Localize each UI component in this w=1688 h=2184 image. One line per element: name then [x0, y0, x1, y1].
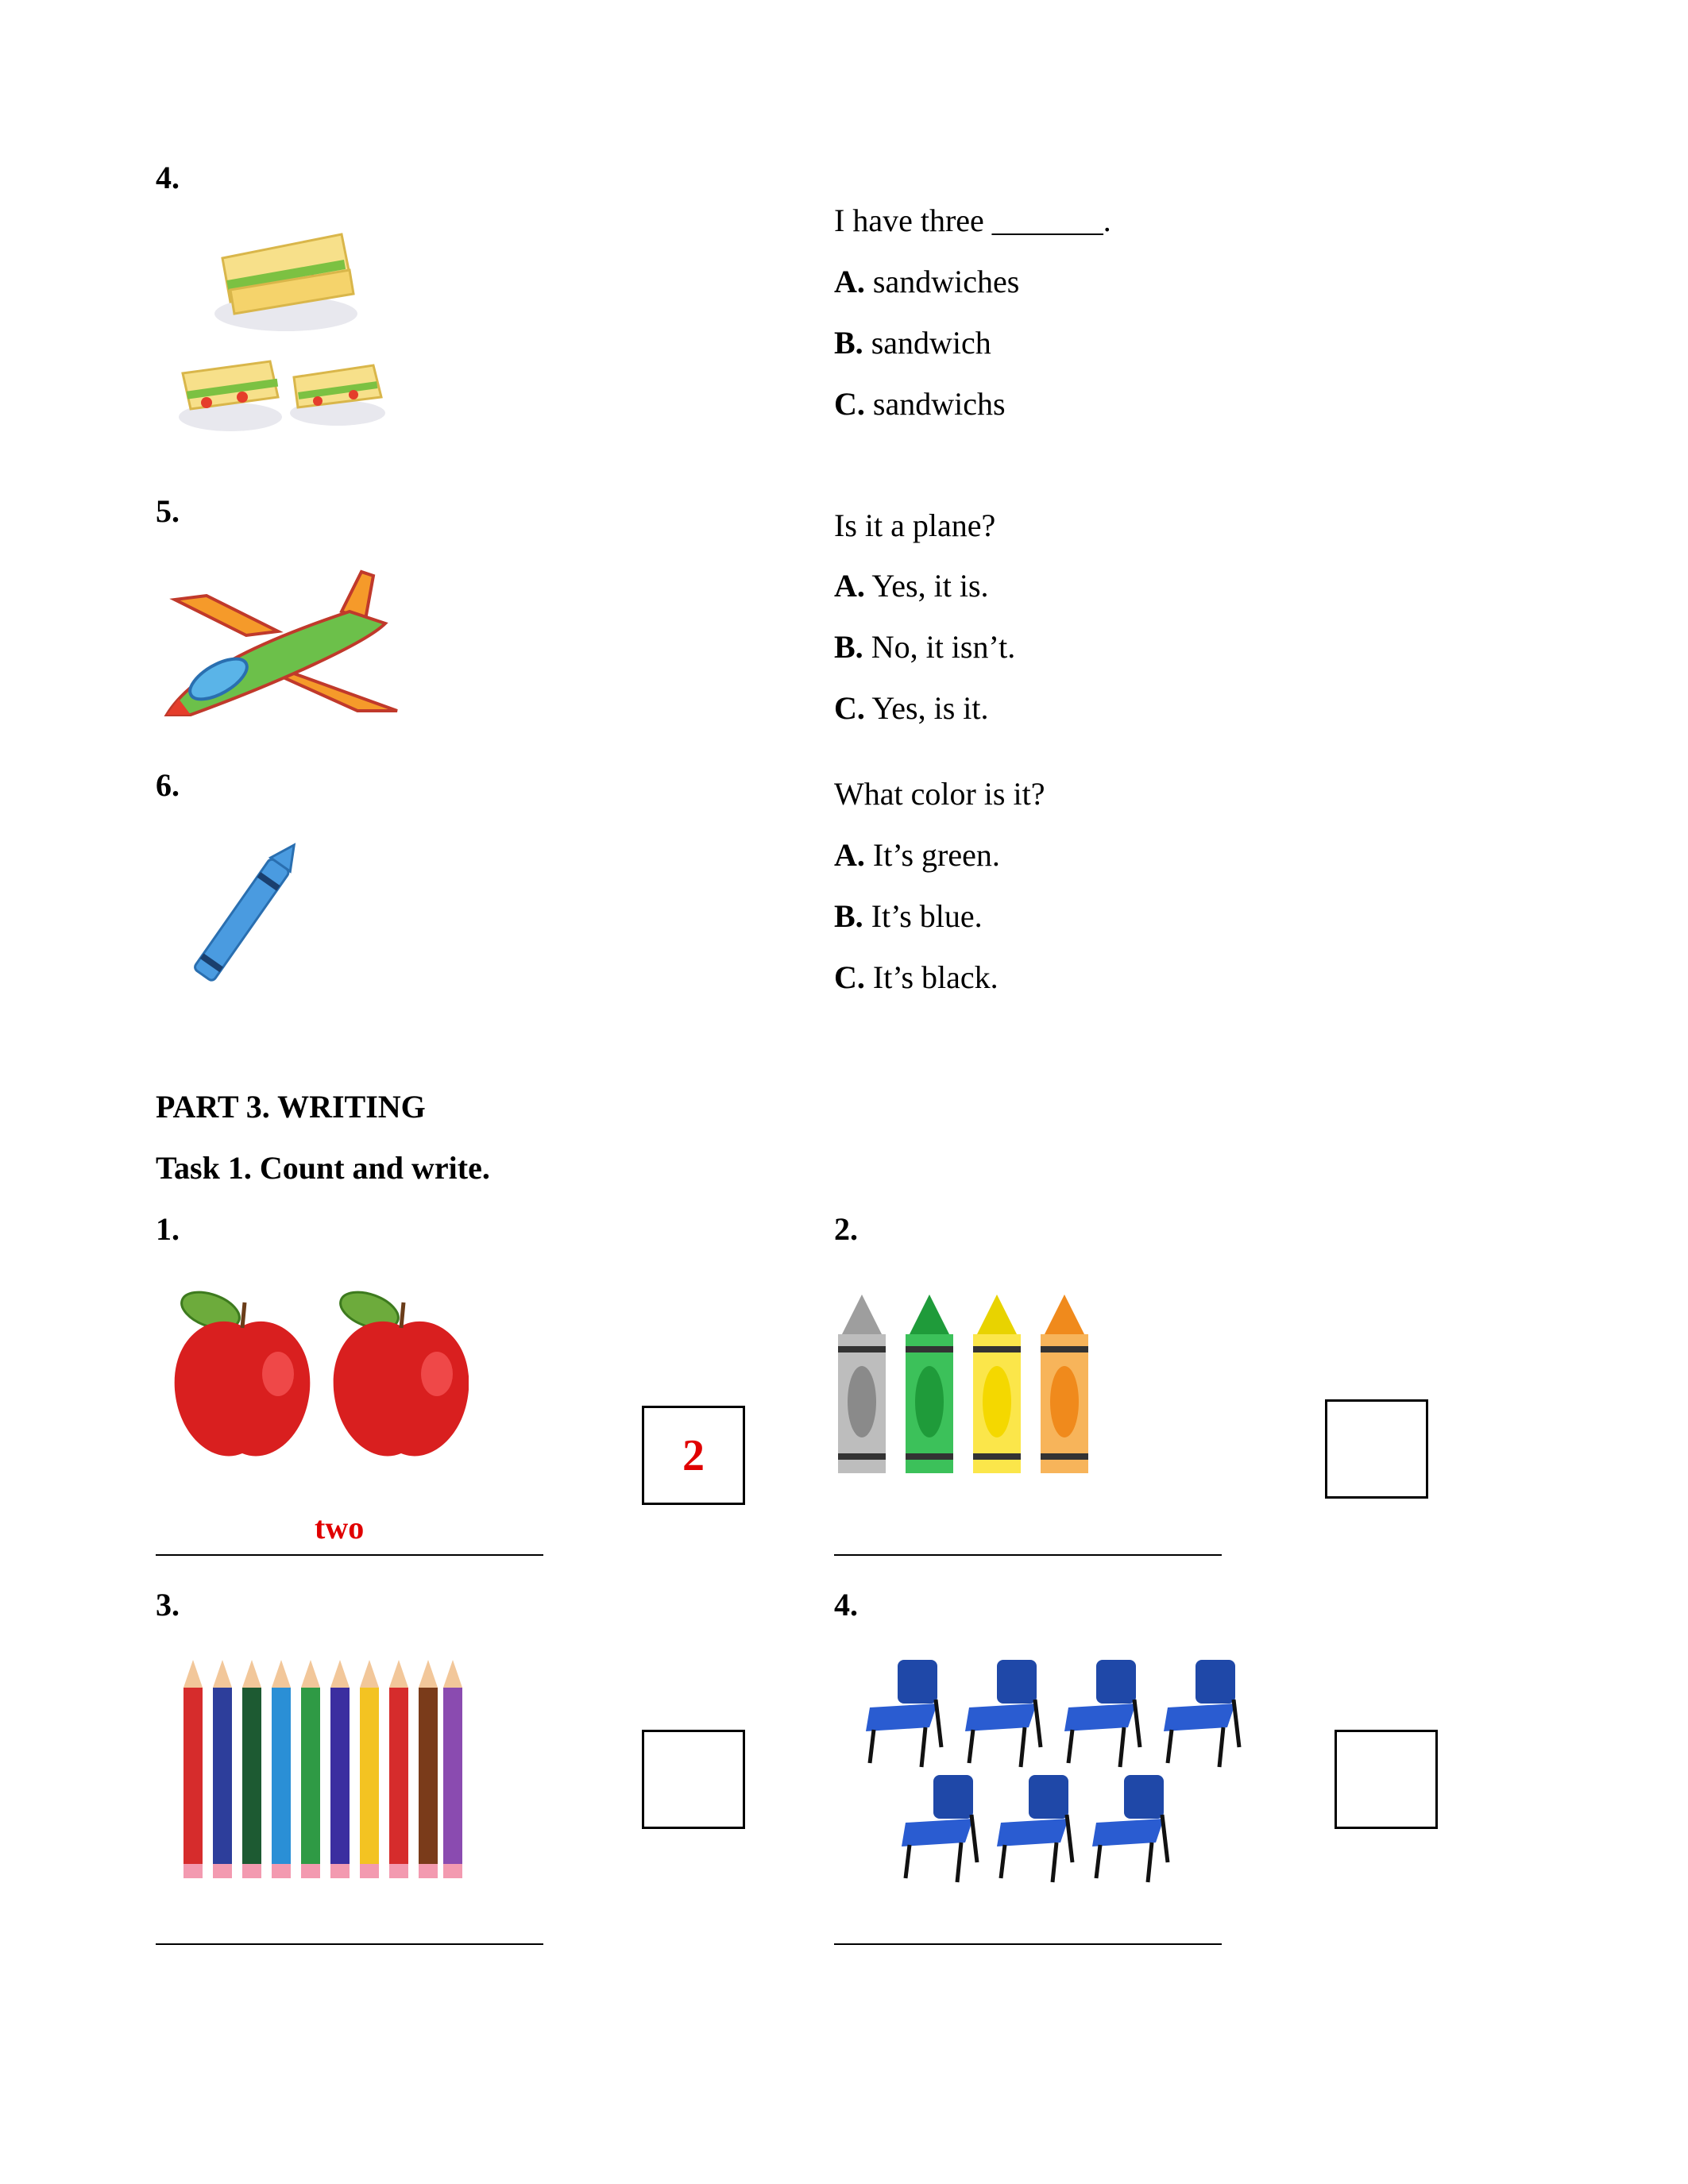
item-5-option-b: B. No, it isn’t. [834, 629, 1016, 665]
writing-item-1-number: 1. [156, 1211, 180, 1247]
item-6-option-a: A. It’s green. [834, 837, 1000, 873]
item-6-question: What color is it? [834, 776, 1045, 812]
writing-item-1-count-box[interactable]: 2 [642, 1406, 745, 1505]
task-title: Task 1. Count and write. [156, 1150, 490, 1186]
writing-item-1-answer-line[interactable] [156, 1554, 543, 1556]
writing-item-2-answer-line[interactable] [834, 1554, 1222, 1556]
item-5-number: 5. [156, 493, 180, 529]
item-4-number: 4. [156, 160, 180, 195]
item-5-question: Is it a plane? [834, 507, 996, 543]
item-4-option-a: A. sandwiches [834, 264, 1020, 299]
item-6-number: 6. [156, 767, 180, 803]
writing-item-2-number: 2. [834, 1211, 858, 1247]
airplane-icon [159, 564, 405, 727]
item-6-option-b: B. It’s blue. [834, 898, 983, 934]
item-4-question: I have three _______. [834, 203, 1111, 238]
writing-item-4-count-box[interactable] [1335, 1730, 1438, 1829]
writing-item-4-answer-line[interactable] [834, 1943, 1222, 1945]
part-title: PART 3. WRITING [156, 1089, 426, 1125]
item-5-option-c: C. Yes, is it. [834, 690, 989, 726]
pencils-icon [181, 1656, 467, 1882]
writing-item-1-word-answer: two [315, 1510, 365, 1545]
writing-item-3-answer-line[interactable] [156, 1943, 543, 1945]
crayons-icon [834, 1287, 1096, 1477]
crayon-icon [159, 826, 334, 1001]
sandwiches-icon [167, 226, 397, 449]
item-4-option-b: B. sandwich [834, 325, 991, 361]
item-4-option-c: C. sandwichs [834, 386, 1006, 422]
writing-item-2-count-box[interactable] [1325, 1399, 1428, 1499]
writing-item-3-number: 3. [156, 1587, 180, 1623]
item-5-option-a: A. Yes, it is. [834, 568, 989, 604]
item-6-option-c: C. It’s black. [834, 959, 999, 995]
apples-icon [167, 1279, 469, 1469]
writing-item-3-count-box[interactable] [642, 1730, 745, 1829]
chairs-icon [866, 1656, 1255, 1894]
writing-item-4-number: 4. [834, 1587, 858, 1623]
